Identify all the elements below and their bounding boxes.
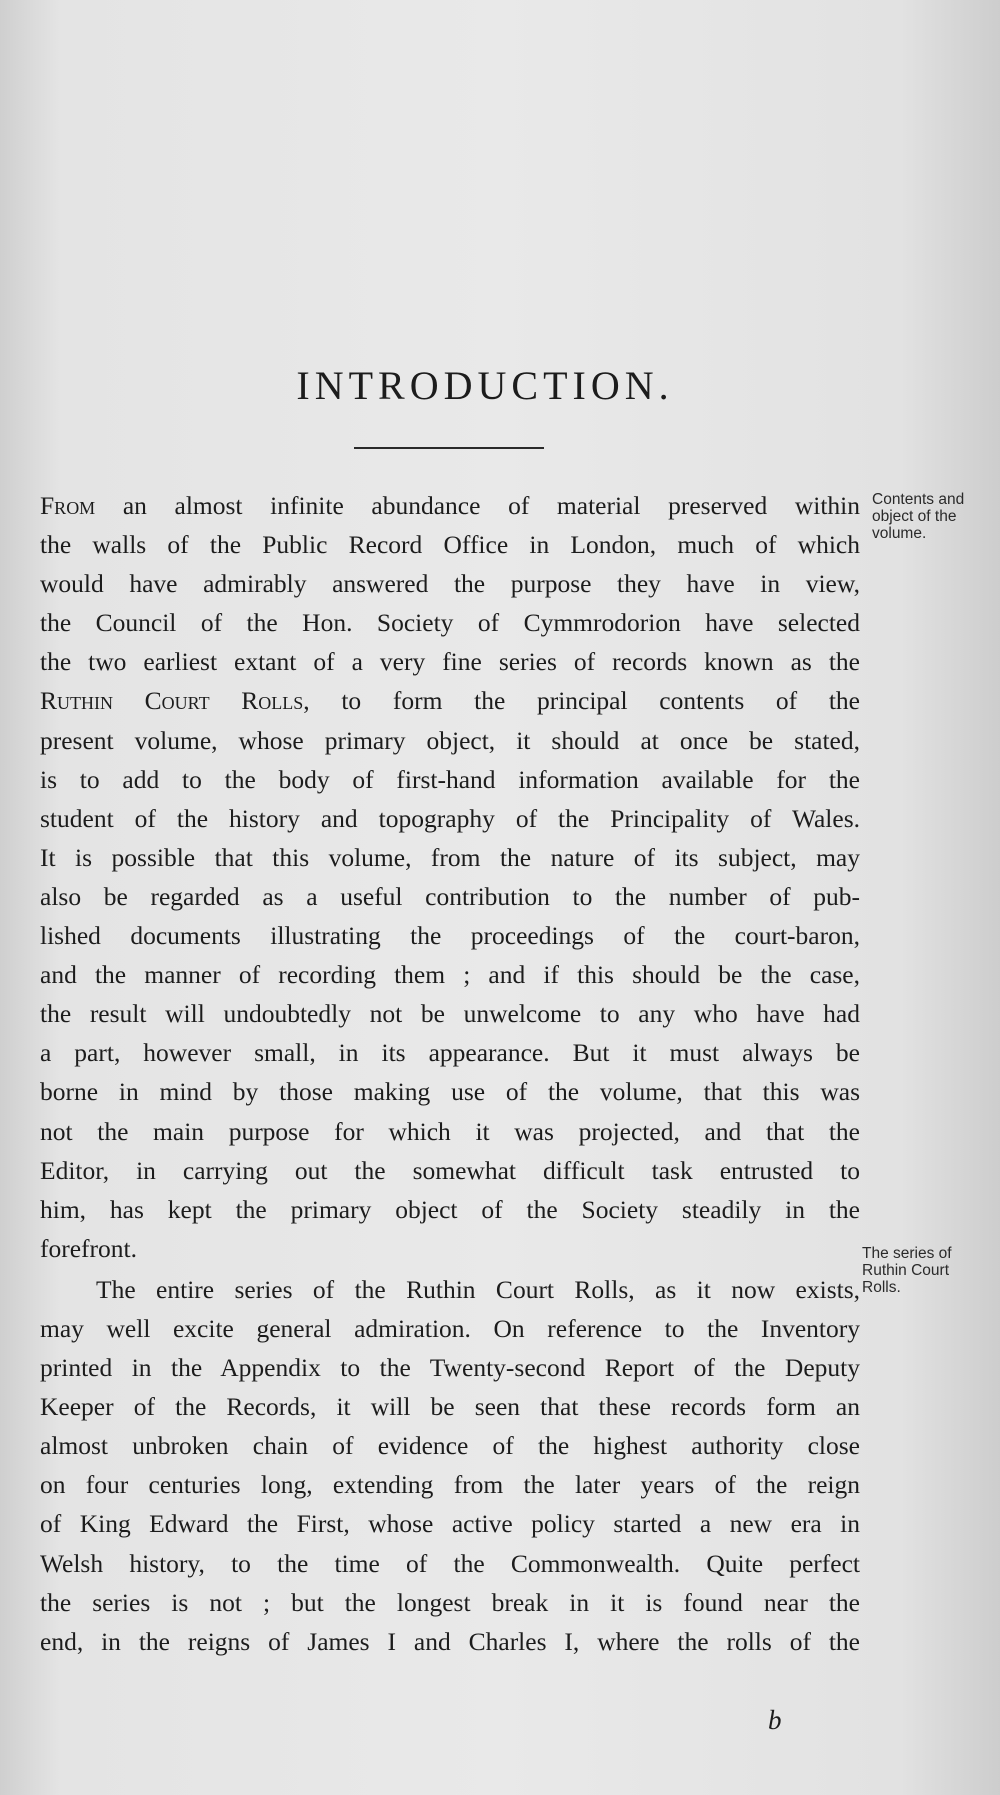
text-line: the series is not ; but the longest break in it is found near the [40,1587,860,1617]
text-line: borne in mind by those making use of the volume, that this was [40,1077,860,1107]
signature-mark: b [768,1705,782,1735]
text-line: Editor, in carrying out the somewhat difficult task entrusted to [40,1155,860,1185]
title-rule-divider [354,447,544,449]
text-line: is to add to the body of first-hand information available for the [40,764,860,794]
text-line: almost unbroken chain of evidence of the highest authority close [40,1431,860,1461]
text-line: the result will undoubtedly not be unwelcome to any who have had [40,999,860,1029]
page-title-text: INTRODUCTION. [296,363,674,408]
text-line: the Council of the Hon. Society of Cymmrodorion have selected [40,608,860,638]
text-line-rest: , to form the principal contents of the [303,686,860,716]
body-text [40,486,860,1661]
text-lead-word: From [40,491,96,520]
text-line: not the main purpose for which it was projected, and that the [40,1116,860,1146]
text-line: end, in the reigns of James I and Charles I, where the rolls of the [40,1626,860,1656]
text-line: It is possible that this volume, from the nature of its subject, may [40,842,860,872]
page-title [0,362,1000,409]
text-line: printed in the Appendix to the Twenty-second Report of the Deputy [40,1353,860,1383]
paragraph-2 [40,1270,860,1661]
text-line: The entire series of the Ruthin Court Rolls, as it now exists, [96,1274,860,1304]
text-line [40,486,860,525]
text-line: the walls of the Public Record Office in London, much of which [40,530,860,560]
margin-note-contents: Contents and object of the volume. [872,491,965,542]
text-line: also be regarded as a useful contribution to the number of pub- [40,881,860,911]
text-line: on four centuries long, extending from the later years of the reign [40,1470,860,1500]
text-line: him, has kept the primary object of the Society steadily in the [40,1194,860,1224]
text-line: would have admirably answered the purpose they have in view, [40,569,860,599]
text-line: Keeper of the Records, it will be seen that these records form an [40,1392,860,1422]
text-line: a part, however small, in its appearance. But it must always be [40,1038,860,1068]
text-line-rest: an almost infinite abundance of material preserved within [95,491,860,520]
text-line: and the manner of recording them ; and if this should be the case, [40,960,860,990]
text-line: lished documents illustrating the proceedings of the court-baron, [40,921,860,951]
text-line: the two earliest extant of a very fine series of records known as the [40,647,860,677]
text-line: present volume, whose primary object, it should at once be stated, [40,725,860,755]
paragraph-1 [40,486,860,1268]
margin-note-series: The series of Ruthin Court Rolls. [862,1245,952,1296]
text-line: of King Edward the First, whose active policy started a new era in [40,1509,860,1539]
text-line [40,681,860,720]
text-line: student of the history and topography of the Principality of Wales. [40,803,860,833]
text-line: may well excite general admiration. On reference to the Inventory [40,1313,860,1343]
text-line: Welsh history, to the time of the Commonwealth. Quite perfect [40,1548,860,1578]
text-small-caps: Ruthin Court Rolls [40,686,304,716]
text-line: forefront. [40,1233,137,1263]
